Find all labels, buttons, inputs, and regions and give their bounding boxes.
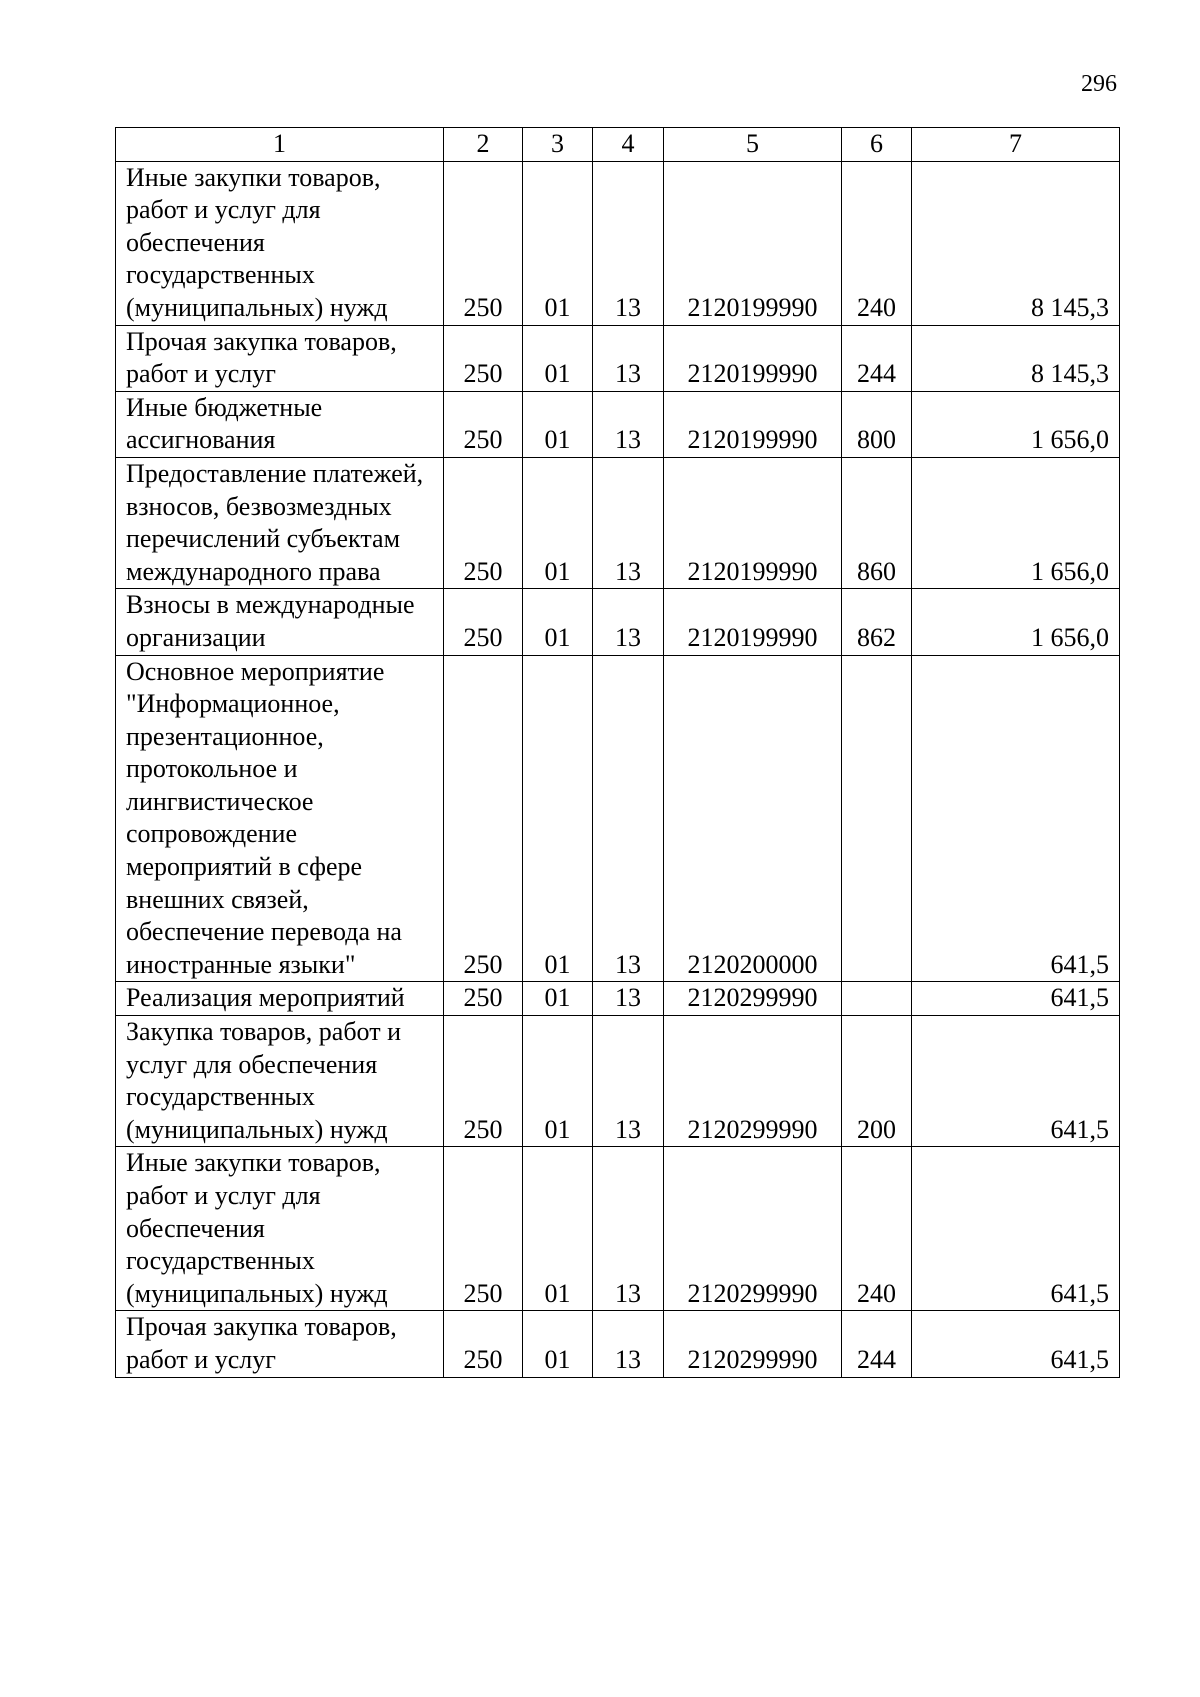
row-section-cell: 01: [523, 457, 593, 588]
row-target-cell: 2120299990: [664, 1311, 842, 1377]
row-amount-cell: 1 656,0: [912, 589, 1120, 655]
row-code-cell: 250: [444, 589, 523, 655]
row-amount-cell: 8 145,3: [912, 325, 1120, 391]
row-type-cell: [842, 982, 912, 1016]
row-section-cell: 01: [523, 982, 593, 1016]
row-section-cell: 01: [523, 1147, 593, 1311]
row-section-cell: 01: [523, 161, 593, 325]
column-header-1: 1: [116, 128, 444, 162]
row-subsection-cell: 13: [593, 589, 664, 655]
table-row: [116, 1311, 1120, 1377]
row-subsection-cell: 13: [593, 1016, 664, 1147]
column-header-2: 2: [444, 128, 523, 162]
column-header-6: 6: [842, 128, 912, 162]
column-header-4: 4: [593, 128, 664, 162]
column-header-5: 5: [664, 128, 842, 162]
table-row: [116, 655, 1120, 982]
row-type-cell: 244: [842, 325, 912, 391]
row-type-cell: 240: [842, 161, 912, 325]
row-subsection-cell: 13: [593, 1147, 664, 1311]
row-name-cell: Прочая закупка товаров, работ и услуг: [116, 325, 444, 391]
row-amount-cell: 8 145,3: [912, 161, 1120, 325]
row-subsection-cell: 13: [593, 655, 664, 982]
row-section-cell: 01: [523, 655, 593, 982]
table-row: [116, 982, 1120, 1016]
row-code-cell: 250: [444, 457, 523, 588]
row-type-cell: 862: [842, 589, 912, 655]
row-amount-cell: 1 656,0: [912, 457, 1120, 588]
row-section-cell: 01: [523, 325, 593, 391]
row-subsection-cell: 13: [593, 391, 664, 457]
row-name-cell: Основное мероприятие "Информационное, презентационное, протокольное и лингвистическое сопровождение мероприятий в сфере внешних связей, обеспечение перевода на иностранные языки": [116, 655, 444, 982]
row-target-cell: 2120299990: [664, 982, 842, 1016]
row-section-cell: 01: [523, 1311, 593, 1377]
row-section-cell: 01: [523, 589, 593, 655]
table-row: [116, 457, 1120, 588]
row-name-cell: Предоставление платежей, взносов, безвозмездных перечислений субъектам международного права: [116, 457, 444, 588]
table-row: [116, 391, 1120, 457]
table-header-row: [116, 128, 1120, 162]
row-type-cell: 800: [842, 391, 912, 457]
row-target-cell: 2120299990: [664, 1016, 842, 1147]
budget-table: [115, 127, 1120, 1378]
row-type-cell: 244: [842, 1311, 912, 1377]
column-header-3: 3: [523, 128, 593, 162]
table-row: [116, 1016, 1120, 1147]
row-amount-cell: 641,5: [912, 1016, 1120, 1147]
row-amount-cell: 641,5: [912, 982, 1120, 1016]
row-amount-cell: 641,5: [912, 1311, 1120, 1377]
row-subsection-cell: 13: [593, 982, 664, 1016]
row-type-cell: 860: [842, 457, 912, 588]
row-name-cell: Иные закупки товаров, работ и услуг для обеспечения государственных (муниципальных) нужд: [116, 161, 444, 325]
page-number: 296: [1081, 71, 1117, 97]
row-amount-cell: 1 656,0: [912, 391, 1120, 457]
row-subsection-cell: 13: [593, 325, 664, 391]
row-target-cell: 2120200000: [664, 655, 842, 982]
row-target-cell: 2120199990: [664, 161, 842, 325]
row-type-cell: 240: [842, 1147, 912, 1311]
row-name-cell: Взносы в международные организации: [116, 589, 444, 655]
row-code-cell: 250: [444, 982, 523, 1016]
table-row: [116, 161, 1120, 325]
row-target-cell: 2120299990: [664, 1147, 842, 1311]
row-code-cell: 250: [444, 1147, 523, 1311]
row-section-cell: 01: [523, 391, 593, 457]
row-subsection-cell: 13: [593, 1311, 664, 1377]
row-subsection-cell: 13: [593, 457, 664, 588]
column-header-7: 7: [912, 128, 1120, 162]
row-amount-cell: 641,5: [912, 1147, 1120, 1311]
row-type-cell: [842, 655, 912, 982]
row-target-cell: 2120199990: [664, 391, 842, 457]
row-subsection-cell: 13: [593, 161, 664, 325]
row-name-cell: Реализация мероприятий: [116, 982, 444, 1016]
row-name-cell: Прочая закупка товаров, работ и услуг: [116, 1311, 444, 1377]
row-code-cell: 250: [444, 655, 523, 982]
row-target-cell: 2120199990: [664, 589, 842, 655]
row-amount-cell: 641,5: [912, 655, 1120, 982]
row-section-cell: 01: [523, 1016, 593, 1147]
row-target-cell: 2120199990: [664, 457, 842, 588]
table-row: [116, 1147, 1120, 1311]
row-code-cell: 250: [444, 325, 523, 391]
row-code-cell: 250: [444, 391, 523, 457]
row-target-cell: 2120199990: [664, 325, 842, 391]
table-row: [116, 589, 1120, 655]
row-name-cell: Закупка товаров, работ и услуг для обеспечения государственных (муниципальных) нужд: [116, 1016, 444, 1147]
row-name-cell: Иные бюджетные ассигнования: [116, 391, 444, 457]
row-code-cell: 250: [444, 161, 523, 325]
row-name-cell: Иные закупки товаров, работ и услуг для обеспечения государственных (муниципальных) нужд: [116, 1147, 444, 1311]
row-code-cell: 250: [444, 1311, 523, 1377]
row-type-cell: 200: [842, 1016, 912, 1147]
table-row: [116, 325, 1120, 391]
row-code-cell: 250: [444, 1016, 523, 1147]
